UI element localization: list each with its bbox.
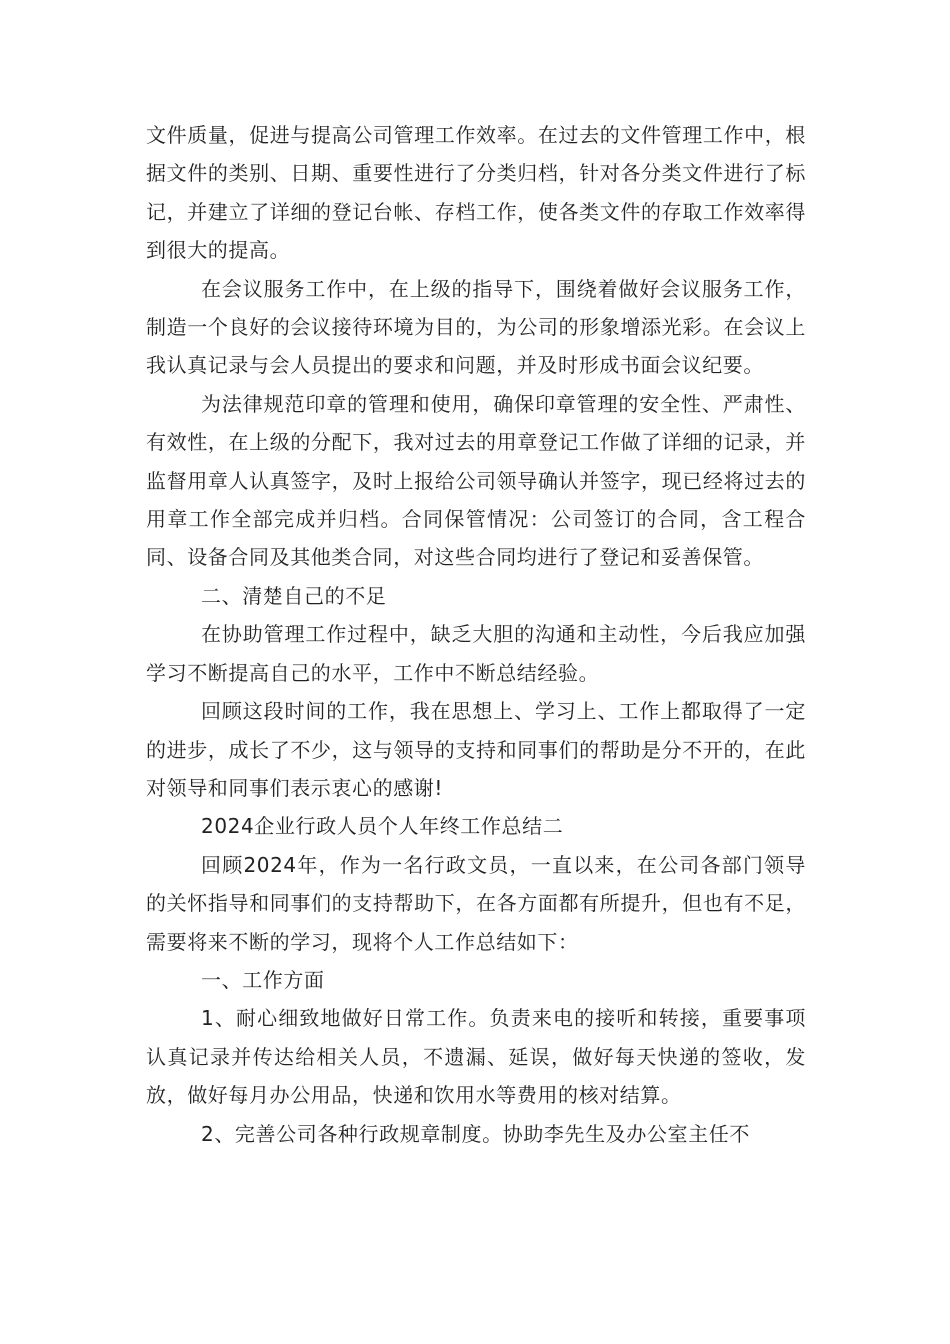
paragraph-daily-work: 1、耐心细致地做好日常工作。负责来电的接听和转接，重要事项认真记录并传达给相关人员，不遗漏、延误，做好每天快递的签收，发放，做好每月办公用品，快递和饮用水等费用的核对结算。: [146, 1006, 806, 1108]
paragraph-review-year: 回顾2024年，作为一名行政文员，一直以来，在公司各部门领导的关怀指导和同事们的支持帮助下，在各方面都有所提升，但也有不足，需要将来不断的学习，现将个人工作总结如下：: [146, 852, 806, 954]
document-body: [146, 116, 806, 1153]
paragraph-regulations: 2、完善公司各种行政规章制度。协助李先生及办公室主任不: [201, 1121, 750, 1146]
section-heading-work: 一、工作方面: [201, 967, 325, 992]
section-heading-shortcomings: 二、清楚自己的不足: [201, 583, 387, 608]
paragraph-seal-management: 为法律规范印章的管理和使用，确保印章管理的安全性、严肃性、有效性，在上级的分配下，我对过去的用章登记工作做了详细的记录，并监督用章人认真签字，及时上报给公司领导确认并签字，现已经将过去的用章工作全部完成并归档。合同保管情况：公司签订的合同，含工程合同、设备合同及其他类合同，对这些合同均进行了登记和妥善保管。: [146, 391, 806, 570]
paragraph-shortcomings: 在协助管理工作过程中，缺乏大胆的沟通和主动性，今后我应加强学习不断提高自己的水平，工作中不断总结经验。: [146, 622, 806, 685]
paragraph-review-thanks: 回顾这段时间的工作，我在思想上、学习上、工作上都取得了一定的进步，成长了不少，这与领导的支持和同事们的帮助是分不开的，在此对领导和同事们表示衷心的感谢!: [146, 699, 806, 800]
paragraph-file-management: 文件质量，促进与提高公司管理工作效率。在过去的文件管理工作中，根据文件的类别、日期、重要性进行了分类归档，针对各分类文件进行了标记，并建立了详细的登记台帐、存档工作，使各类文件的存取工作效率得到很大的提高。: [146, 123, 806, 263]
section-title-summary-two: 2024企业行政人员个人年终工作总结二: [201, 814, 564, 839]
paragraph-meeting-service: 在会议服务工作中，在上级的指导下，围绕着做好会议服务工作，制造一个良好的会议接待环境为目的，为公司的形象增添光彩。在会议上我认真记录与会人员提出的要求和问题，并及时形成书面会议纪要。: [146, 276, 806, 378]
